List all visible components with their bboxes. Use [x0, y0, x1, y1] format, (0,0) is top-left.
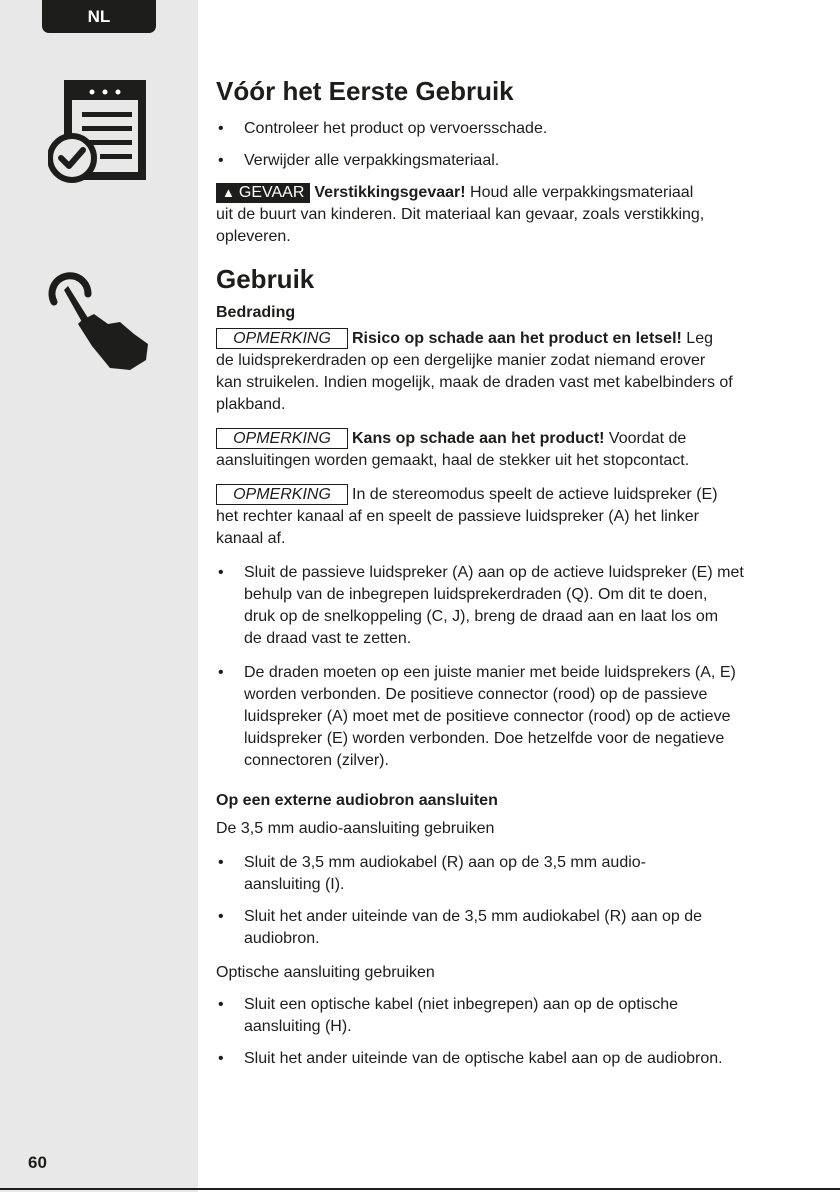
list-item-text: • Sluit het ander uiteinde van de optische kabel aan op de audiobron.	[244, 1050, 723, 1067]
bottom-rule	[0, 1188, 840, 1190]
note-badge: OPMERKING	[216, 484, 348, 505]
danger-text: Houd alle verpakkingsmateriaal	[465, 184, 694, 201]
list-item-text: • Sluit de 3,5 mm audiokabel (R) aan op de 3,5 mm audio-	[244, 854, 646, 871]
note-text: plakband.	[216, 396, 286, 413]
section-title-first-use: Vóór het Eerste Gebruik	[216, 76, 514, 106]
note-injury	[216, 328, 816, 416]
list-item-text: behulp van de inbegrepen luidsprekerdraden (Q). Om dit te doen,	[244, 586, 708, 603]
list-item-text: • Sluit de passieve luidspreker (A) aan op de actieve luidspreker (E) met	[244, 564, 744, 581]
subtitle-wiring: Bedrading	[216, 304, 296, 321]
warning-triangle-icon: ▲	[222, 185, 235, 200]
list-item-text: luidspreker (A) moet met de positieve connector (rood) op de actieve	[244, 708, 731, 725]
list-item: • Controleer het product op vervoersschade.	[216, 118, 816, 140]
touch-hand-icon	[48, 264, 152, 372]
list-item-text: aansluiting (H).	[244, 1018, 352, 1035]
sidebar	[0, 0, 198, 1192]
note-text: Voordat de	[604, 430, 687, 447]
note-text: kan struikelen. Indien mogelijk, maak de draden vast met kabelbinders of	[216, 374, 733, 391]
list-item	[216, 662, 816, 772]
list-item-text: aansluiting (I).	[244, 876, 345, 893]
danger-text: opleveren.	[216, 228, 291, 245]
note-text: In de stereomodus speelt de actieve luidspreker (E)	[352, 486, 718, 503]
note-heading: Risico op schade aan het product en letsel!	[352, 330, 682, 347]
list-item	[216, 1048, 816, 1070]
note-text: kanaal af.	[216, 530, 286, 547]
note-text: het rechter kanaal af en speelt de passieve luidspreker (A) het linker	[216, 508, 699, 525]
list-item	[216, 562, 816, 650]
list-item-text: audiobron.	[244, 930, 320, 947]
page-number: 60	[28, 1153, 47, 1172]
note-badge: OPMERKING	[216, 428, 348, 449]
intro-audio-jack: De 3,5 mm audio-aansluiting gebruiken	[216, 820, 495, 837]
note-text: de luidsprekerdraden op een dergelijke manier zodat niemand erover	[216, 352, 706, 369]
list-item	[216, 852, 816, 896]
intro-optical: Optische aansluiting gebruiken	[216, 964, 435, 981]
section-title-usage: Gebruik	[216, 264, 315, 294]
first-use-bullets	[216, 118, 816, 172]
note-heading: Kans op schade aan het product!	[352, 430, 605, 447]
list-item-text: • Sluit het ander uiteinde van de 3,5 mm audiokabel (R) aan op de	[244, 908, 703, 925]
list-item-text: luidspreker (E) worden verbonden. Doe hetzelfde voor de negatieve	[244, 730, 725, 747]
note-stereo	[216, 484, 816, 550]
danger-text: uit de buurt van kinderen. Dit materiaal kan gevaar, zoals verstikking,	[216, 206, 705, 223]
list-item-text: de draad vast te zetten.	[244, 630, 412, 647]
note-text: aansluitingen worden gemaakt, haal de stekker uit het stopcontact.	[216, 452, 690, 469]
language-badge: NL	[42, 0, 156, 33]
list-item-text: connectoren (zilver).	[244, 752, 389, 769]
list-item: • Verwijder alle verpakkingsmateriaal.	[216, 150, 816, 172]
note-text: Leg	[681, 330, 713, 347]
note-badge: OPMERKING	[216, 328, 348, 349]
note-damage	[216, 428, 816, 472]
list-item-text: • De draden moeten op een juiste manier met beide luidsprekers (A, E)	[244, 664, 736, 681]
optical-bullets	[216, 994, 816, 1070]
list-item	[216, 994, 816, 1038]
subtitle-external-source: Op een externe audiobron aansluiten	[216, 792, 498, 809]
wiring-bullets	[216, 562, 816, 772]
audio-jack-bullets	[216, 852, 816, 950]
checklist-icon	[48, 80, 152, 184]
list-item-text: • Sluit een optische kabel (niet inbegrepen) aan op de optische	[244, 996, 679, 1013]
list-item-text: druk op de snelkoppeling (C, J), breng de draad aan en laat los om	[244, 608, 719, 625]
danger-badge: ▲ GEVAAR	[216, 183, 310, 203]
list-item	[216, 906, 816, 950]
list-item-text: worden verbonden. De positieve connector (rood) op de passieve	[244, 686, 708, 703]
danger-notice	[216, 182, 816, 248]
danger-heading: Verstikkingsgevaar!	[314, 184, 466, 201]
